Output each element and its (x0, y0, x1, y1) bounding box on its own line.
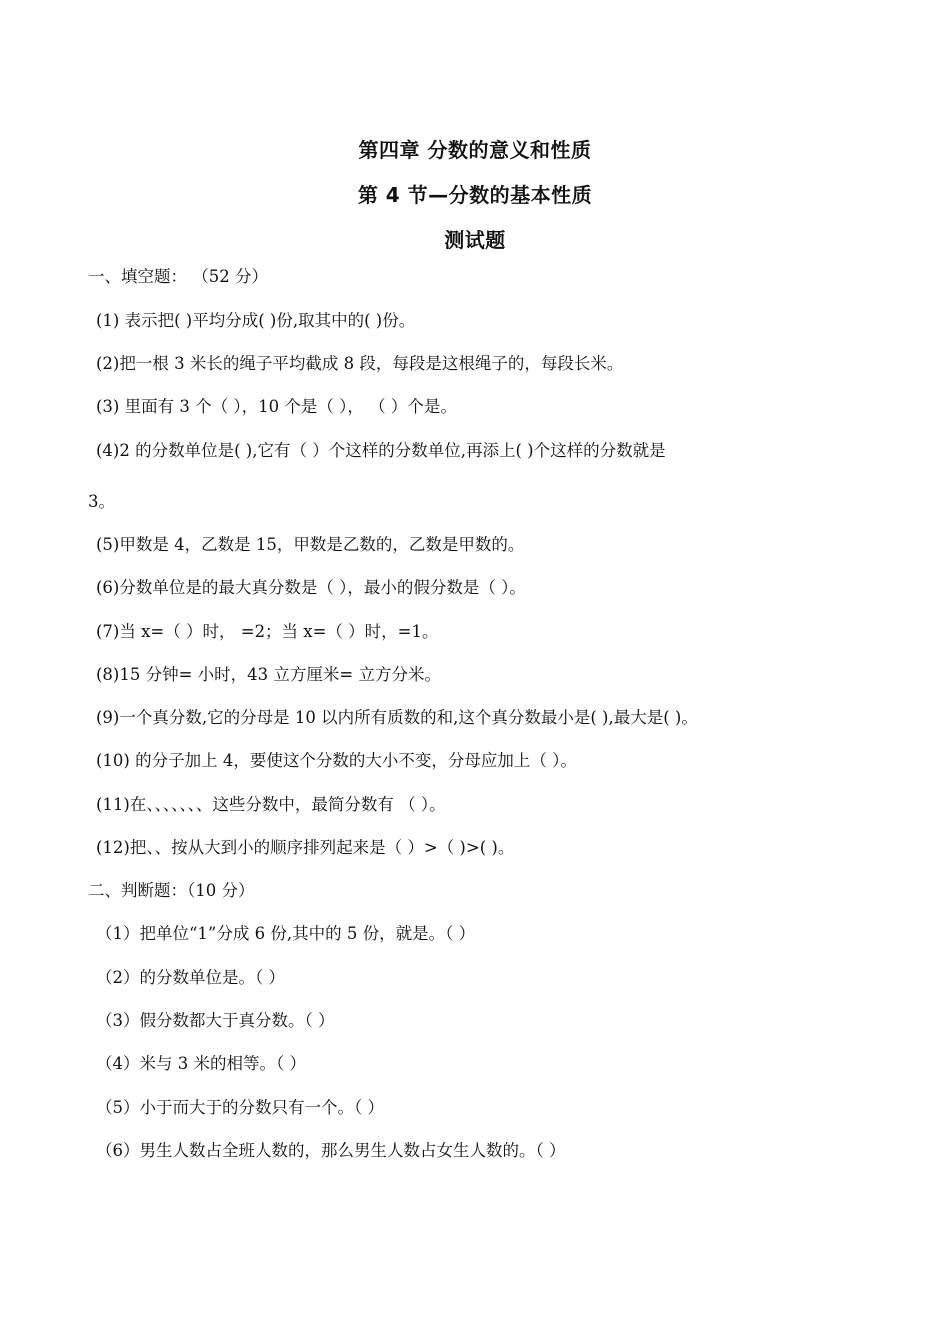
fill-question-7: (7)当 x=（ ）时， =2；当 x=（ ）时，=1。 (96, 622, 439, 641)
fill-question-1: (1) 表示把( )平均分成( )份,取其中的( )份。 (96, 311, 416, 330)
fill-question-4-continued: 3。 (88, 492, 115, 511)
judge-question-5: （5）小于而大于的分数只有一个。（ ） (96, 1098, 384, 1117)
part1-heading: 一、填空题： （52 分） (88, 267, 268, 286)
judge-question-3: （3）假分数都大于真分数。（ ） (96, 1011, 335, 1030)
fill-question-9: (9)一个真分数,它的分母是 10 以内所有质数的和,这个真分数最小是( ),最大是( )。 (96, 708, 698, 727)
fill-question-6: (6)分数单位是的最大真分数是（ ），最小的假分数是（ ）。 (96, 578, 526, 597)
fill-question-11: (11)在、、、、、、、这些分数中，最简分数有 （ ）。 (96, 795, 446, 814)
fill-question-4: (4)2 的分数单位是( ),它有（ ）个这样的分数单位,再添上( )个这样的分数就是 (96, 441, 666, 460)
fill-question-5: (5)甲数是 4，乙数是 15，甲数是乙数的，乙数是甲数的。 (96, 535, 525, 554)
test-title: 测试题 (444, 228, 506, 252)
fill-question-8: (8)15 分钟= 小时，43 立方厘米= 立方分米。 (96, 665, 441, 684)
fill-question-10: (10) 的分子加上 4，要使这个分数的大小不变，分母应加上（ ）。 (96, 751, 577, 770)
part2-heading: 二、判断题：（10 分） (88, 881, 255, 900)
chapter-title: 第四章 分数的意义和性质 (358, 138, 592, 162)
fill-question-3: (3) 里面有 3 个（ ），10 个是（ ）， （ ）个是。 (96, 397, 457, 416)
judge-question-2: （2）的分数单位是。（ ） (96, 968, 285, 987)
judge-question-6: （6）男生人数占全班人数的，那么男生人数占女生人数的。（ ） (96, 1141, 566, 1160)
judge-question-4: （4）米与 3 米的相等。（ ） (96, 1054, 306, 1073)
fill-question-2: (2)把一根 3 米长的绳子平均截成 8 段，每段是这根绳子的，每段长米。 (96, 354, 624, 373)
judge-question-1: （1）把单位“1”分成 6 份,其中的 5 份，就是。（ ） (96, 924, 476, 943)
fill-question-12: (12)把、、按从大到小的顺序排列起来是（ ）>（ )>( )。 (96, 838, 515, 857)
section-title: 第 4 节—分数的基本性质 (357, 183, 593, 207)
